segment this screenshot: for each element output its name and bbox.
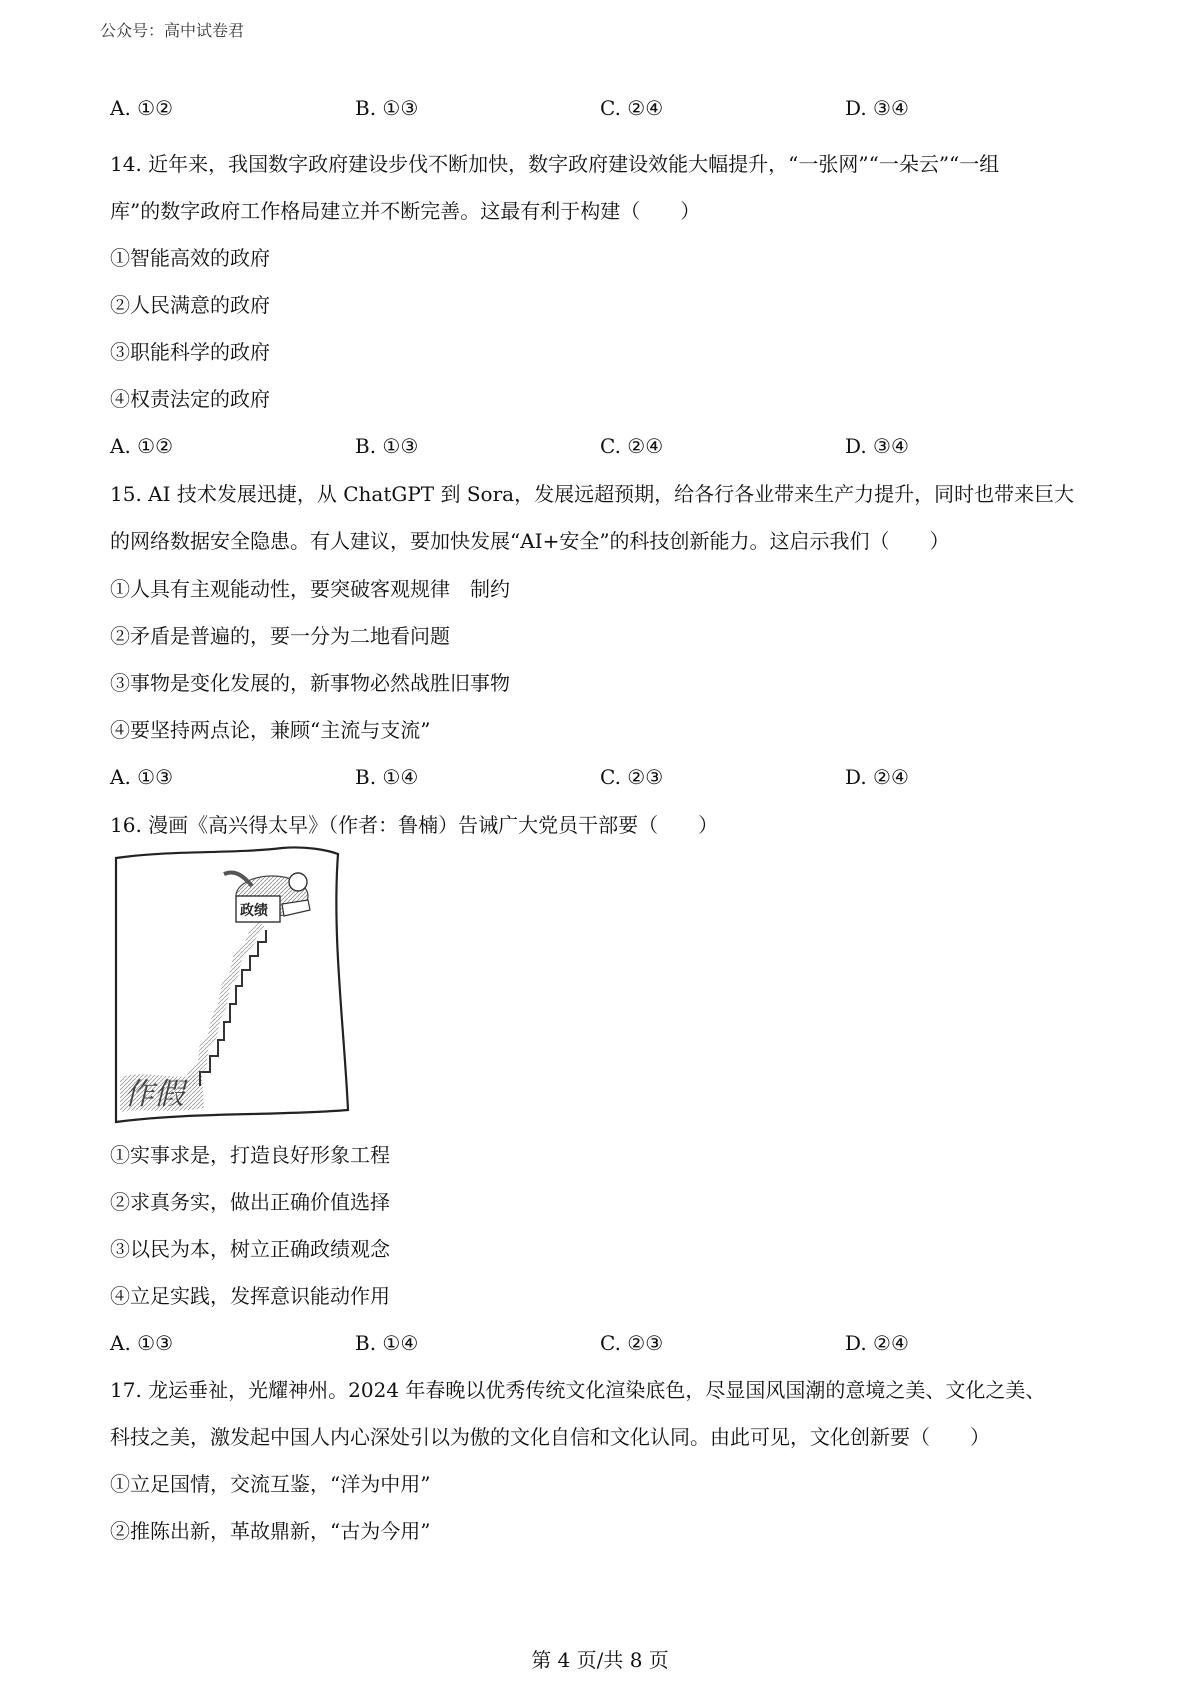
q16-option-a: A. ①③ <box>110 1331 174 1355</box>
q16-item-2: ②求真务实，做出正确价值选择 <box>110 1190 390 1214</box>
q14-options <box>110 434 1010 462</box>
q16-option-b: B. ①④ <box>355 1331 419 1355</box>
q15-item-2: ②矛盾是普遍的，要一分为二地看问题 <box>110 624 450 648</box>
q13-option-a: A. ①② <box>110 96 174 120</box>
q16-item-4: ④立足实践，发挥意识能动作用 <box>110 1284 390 1308</box>
q15-item-3: ③事物是变化发展的，新事物必然战胜旧事物 <box>110 671 510 695</box>
q17-item-2: ②推陈出新，革故鼎新，“古为今用” <box>110 1519 431 1543</box>
cartoon-image <box>112 846 352 1128</box>
q14-option-b: B. ①③ <box>355 434 419 458</box>
q15-option-b: B. ①④ <box>355 765 419 789</box>
q13-options <box>110 96 1010 124</box>
q16-stem: 16. 漫画《高兴得太早》（作者：鲁楠）告诫广大党员干部要（ ） <box>110 813 719 837</box>
page-number: 第 4 页/共 8 页 <box>531 1648 669 1672</box>
q15-option-d: D. ②④ <box>845 765 909 789</box>
q14-option-a: A. ①② <box>110 434 174 458</box>
q16-option-d: D. ②④ <box>845 1331 909 1355</box>
q13-option-d: D. ③④ <box>845 96 909 120</box>
q14-item-3: ③职能科学的政府 <box>110 340 270 364</box>
q15-stem-line2: 的网络数据安全隐患。有人建议，要加快发展“AI+安全”的科技创新能力。这启示我们（ ） <box>110 529 950 553</box>
q15-options <box>110 765 1010 793</box>
q14-item-1: ①智能高效的政府 <box>110 246 270 270</box>
q14-option-c: C. ②④ <box>600 434 664 458</box>
q16-option-c: C. ②③ <box>600 1331 664 1355</box>
q15-stem-line1: 15. AI 技术发展迅捷，从 ChatGPT 到 Sora，发展远超预期，给各行各业带来生产力提升，同时也带来巨大 <box>110 482 1075 506</box>
q15-option-a: A. ①③ <box>110 765 174 789</box>
q16-item-1: ①实事求是，打造良好形象工程 <box>110 1143 390 1167</box>
q16-options <box>110 1331 1010 1359</box>
q14-stem-line2: 库”的数字政府工作格局建立并不断完善。这最有利于构建（ ） <box>110 199 701 223</box>
q17-item-1: ①立足国情，交流互鉴，“洋为中用” <box>110 1472 431 1496</box>
q13-option-b: B. ①③ <box>355 96 419 120</box>
q17-stem-line1: 17. 龙运垂祉，光耀神州。2024 年春晚以优秀传统文化渲染底色，尽显国风国潮的意境之美、文化之美、 <box>110 1378 1046 1402</box>
q15-item-1: ①人具有主观能动性，要突破客观规律 制约 <box>110 577 510 601</box>
q15-option-c: C. ②③ <box>600 765 664 789</box>
q16-item-3: ③以民为本，树立正确政绩观念 <box>110 1237 390 1261</box>
q14-option-d: D. ③④ <box>845 434 909 458</box>
cartoon-ground-text: 作假 <box>124 1077 184 1112</box>
source-header: 公众号：高中试卷君 <box>100 21 245 40</box>
q15-item-4: ④要坚持两点论，兼顾“主流与支流” <box>110 718 431 742</box>
cartoon-box-text: 政绩 <box>240 903 268 919</box>
q13-option-c: C. ②④ <box>600 96 664 120</box>
q17-stem-line2: 科技之美，激发起中国人内心深处引以为傲的文化自信和文化认同。由此可见，文化创新要（ ） <box>110 1425 990 1449</box>
cartoon-person-head <box>289 873 307 891</box>
q14-item-4: ④权责法定的政府 <box>110 387 270 411</box>
q14-stem-line1: 14. 近年来，我国数字政府建设步伐不断加快，数字政府建设效能大幅提升，“一张网”“一朵云”“一组 <box>110 152 1000 176</box>
q14-item-2: ②人民满意的政府 <box>110 293 270 317</box>
